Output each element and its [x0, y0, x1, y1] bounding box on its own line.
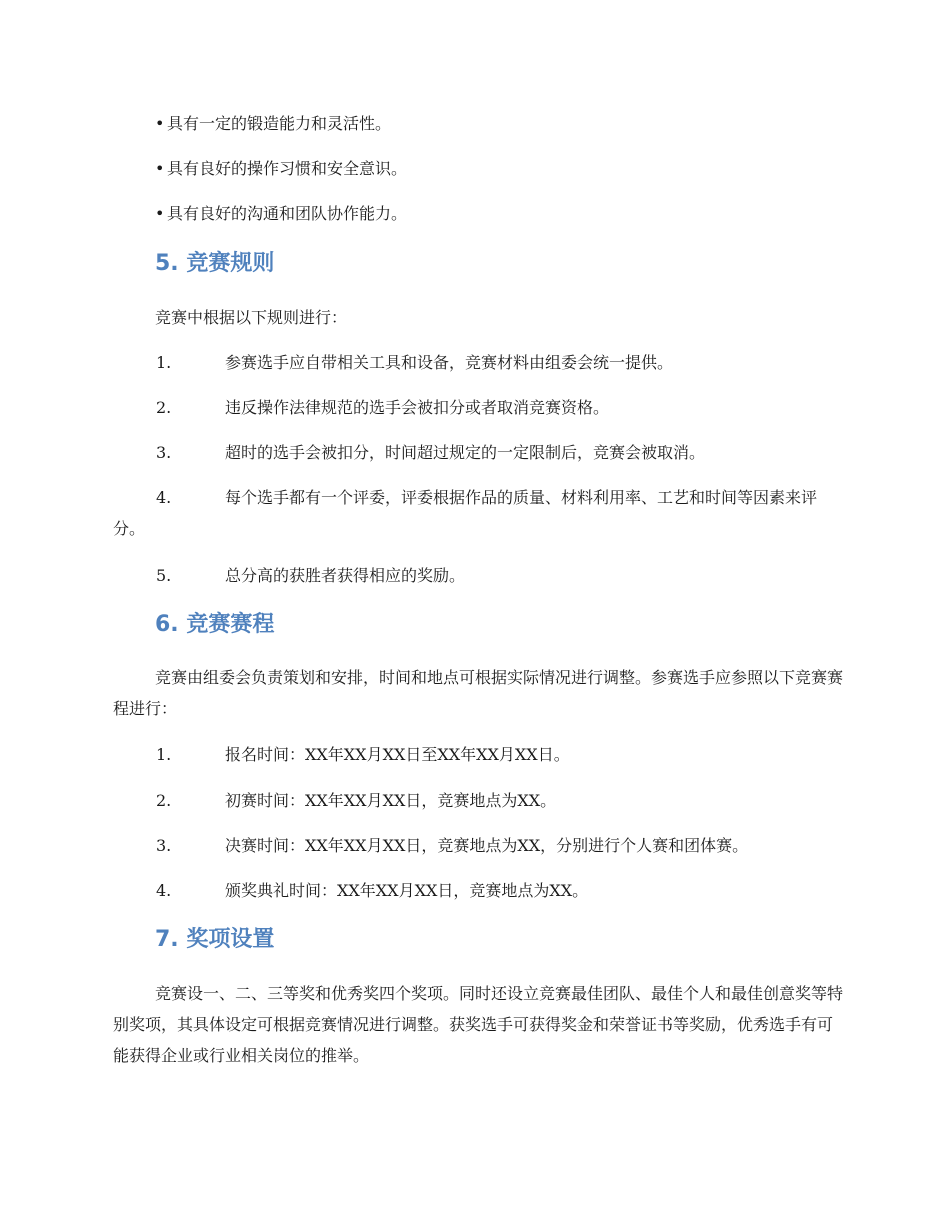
list-item — [113, 830, 843, 861]
list-item — [113, 392, 843, 423]
bullet-text: 具有良好的操作习惯和安全意识。 — [167, 159, 408, 178]
list-number: 4. — [156, 881, 172, 900]
list-number: 1. — [156, 353, 172, 372]
list-number: 4. — [156, 488, 172, 507]
list-text: 每个选手都有一个评委，评委根据作品的质量、材料利用率、工艺和时间等因素来评分。 — [113, 488, 818, 538]
list-text: 超时的选手会被扣分，时间超过规定的一定限制后，竞赛会被取消。 — [225, 443, 706, 462]
list-item — [113, 739, 843, 770]
bullet-dot: • — [155, 159, 165, 178]
list-text: 违反操作法律规范的选手会被扣分或者取消竞赛资格。 — [225, 398, 610, 417]
list-text: 总分高的获胜者获得相应的奖励。 — [225, 566, 466, 585]
section-body-text: 竞赛设一、二、三等奖和优秀奖四个奖项。同时还设立竞赛最佳团队、最佳个人和最佳创意奖等特别奖项，其具体设定可根据竞赛情况进行调整。获奖选手可获得奖金和荣誉证书等奖励，优秀选手有可能获得企业或行业相关岗位的推举。 — [113, 984, 844, 1065]
list-item — [113, 482, 843, 544]
bullet-item — [155, 158, 407, 180]
list-text: 参赛选手应自带相关工具和设备，竞赛材料由组委会统一提供。 — [225, 353, 674, 372]
bullet-text: 具有一定的锻造能力和灵活性。 — [167, 114, 392, 133]
list-number: 1. — [156, 745, 172, 764]
section-heading-awards: 7. 奖项设置 — [155, 927, 275, 952]
section-intro — [113, 662, 843, 724]
bullet-dot: • — [155, 114, 165, 133]
bullet-dot: • — [155, 204, 165, 223]
list-number: 3. — [156, 443, 172, 462]
list-item — [113, 437, 843, 468]
section-heading-rules: 5. 竞赛规则 — [155, 251, 275, 276]
bullet-item — [155, 113, 391, 135]
list-number: 2. — [156, 398, 172, 417]
list-number: 2. — [156, 791, 172, 810]
section-intro — [113, 302, 843, 333]
section-intro-text: 竞赛由组委会负责策划和安排，时间和地点可根据实际情况进行调整。参赛选手应参照以下竞赛赛程进行： — [113, 668, 844, 718]
list-text: 初赛时间：XX年XX月XX日，竞赛地点为XX。 — [225, 791, 557, 810]
list-item — [113, 560, 843, 591]
list-text: 颁奖典礼时间：XX年XX月XX日，竞赛地点为XX。 — [225, 881, 589, 900]
bullet-item — [155, 203, 407, 225]
list-text: 决赛时间：XX年XX月XX日，竞赛地点为XX，分别进行个人赛和团体赛。 — [225, 836, 749, 855]
list-item — [113, 875, 843, 906]
bullet-text: 具有良好的沟通和团队协作能力。 — [167, 204, 408, 223]
list-number: 3. — [156, 836, 172, 855]
list-item — [113, 785, 843, 816]
section-body — [113, 978, 843, 1071]
list-text: 报名时间：XX年XX月XX日至XX年XX月XX日。 — [225, 745, 570, 764]
list-number: 5. — [156, 566, 172, 585]
section-heading-schedule: 6. 竞赛赛程 — [155, 612, 275, 637]
list-item — [113, 347, 843, 378]
section-intro-text: 竞赛中根据以下规则进行： — [155, 308, 348, 327]
